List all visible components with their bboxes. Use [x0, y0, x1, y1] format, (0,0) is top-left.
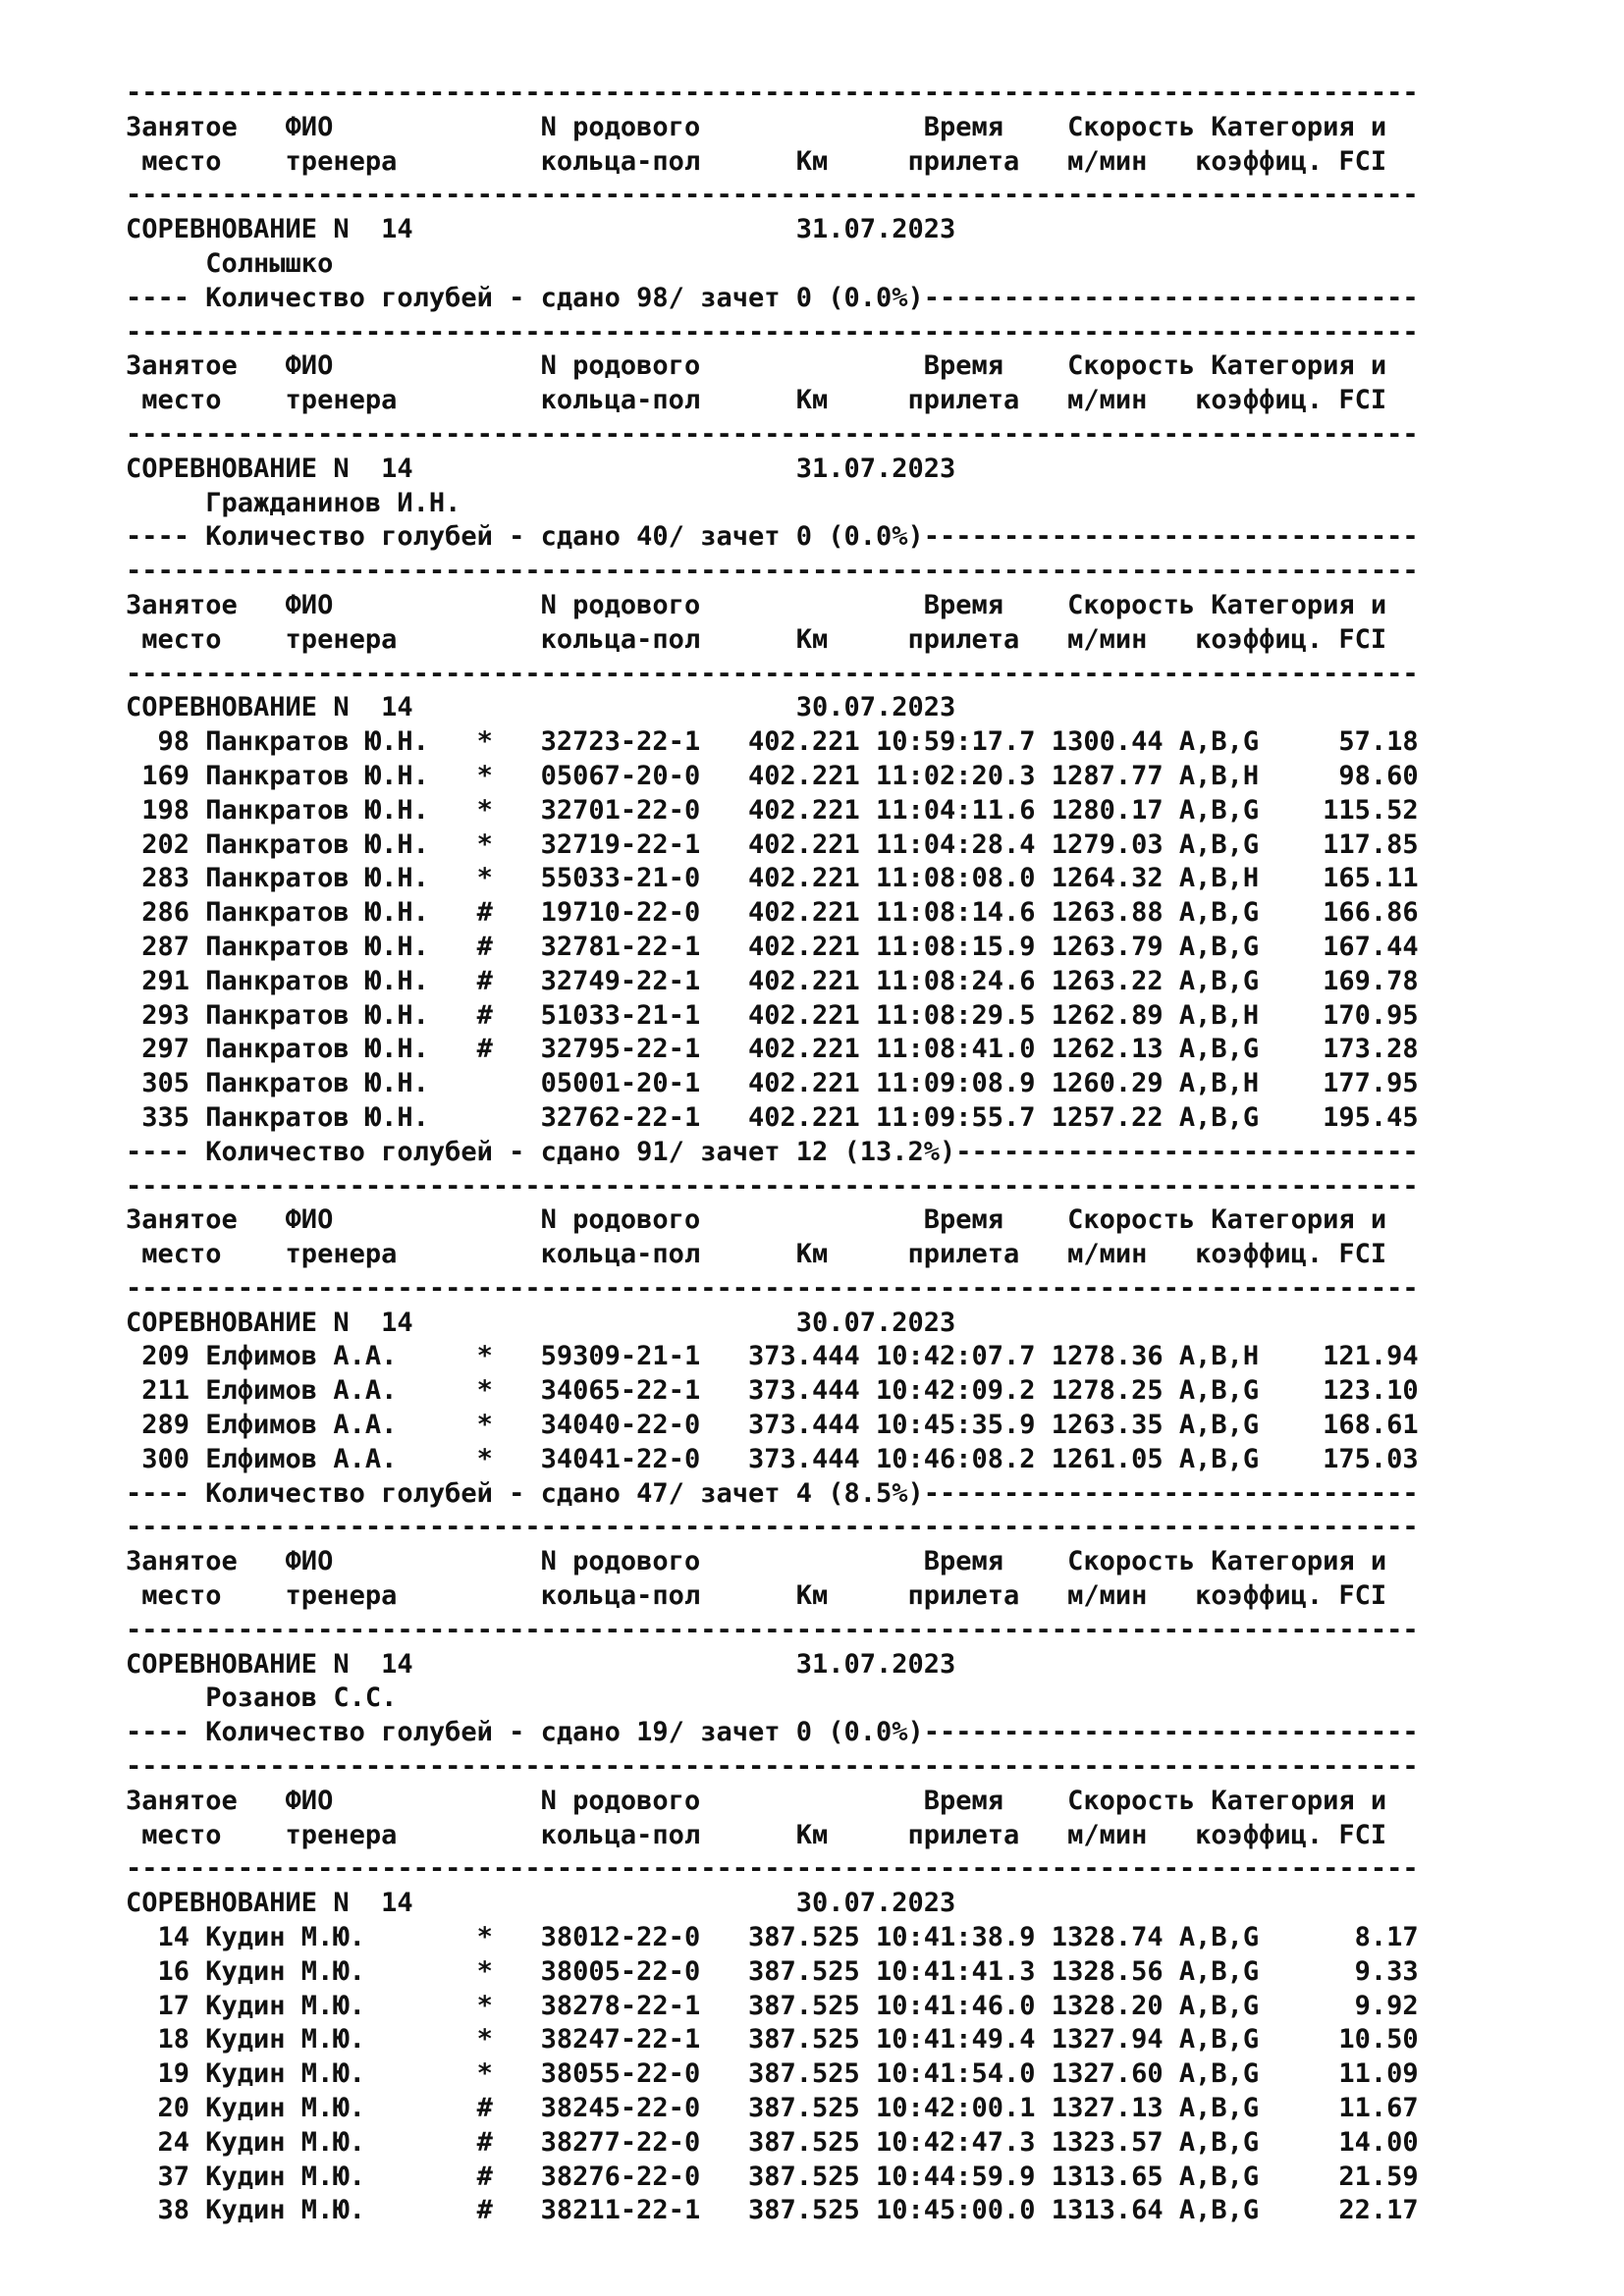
separator-line: ---------------------------------------------------------------------------------	[126, 556, 1419, 587]
section-name: Розанов С.С.	[126, 1682, 398, 1714]
separator-line: ---------------------------------------------------------------------------------	[126, 316, 1419, 347]
race-results-report	[126, 77, 1598, 2228]
column-header-row-1: Занятое ФИО N родового Время Скорость Категория и	[126, 111, 1387, 142]
competition-title: СОРЕВНОВАНИЕ N 14 30.07.2023	[126, 1888, 956, 1919]
result-row: 98 Панкратов Ю.Н. * 32723-22-1 402.221 10:59:17.7 1300.44 A,B,G 57.18	[126, 726, 1419, 758]
result-row: 24 Кудин М.Ю. # 38277-22-0 387.525 10:42:47.3 1323.57 A,B,G 14.00	[126, 2126, 1419, 2158]
column-header-row-1: Занятое ФИО N родового Время Скорость Категория и	[126, 350, 1387, 382]
separator-line: ---------------------------------------------------------------------------------	[126, 1853, 1419, 1885]
result-row: 38 Кудин М.Ю. # 38211-22-1 387.525 10:45:00.0 1313.64 A,B,G 22.17	[126, 2195, 1419, 2226]
result-row: 16 Кудин М.Ю. * 38005-22-0 387.525 10:41:41.3 1328.56 A,B,G 9.33	[126, 1955, 1419, 1987]
result-row: 297 Панкратов Ю.Н. # 32795-22-1 402.221 11:08:41.0 1262.13 A,B,G 173.28	[126, 1034, 1419, 1065]
result-row: 20 Кудин М.Ю. # 38245-22-0 387.525 10:42:00.1 1327.13 A,B,G 11.67	[126, 2093, 1419, 2124]
result-row: 335 Панкратов Ю.Н. 32762-22-1 402.221 11:09:55.7 1257.22 A,B,G 195.45	[126, 1101, 1419, 1133]
column-header-row-2: место тренера кольца-пол Км прилета м/мин коэффиц. FCI	[126, 1239, 1387, 1270]
column-header-row-2: место тренера кольца-пол Км прилета м/мин коэффиц. FCI	[126, 1580, 1387, 1612]
result-row: 211 Елфимов А.А. * 34065-22-1 373.444 10:42:09.2 1278.25 A,B,G 123.10	[126, 1375, 1419, 1407]
separator-line: ---------------------------------------------------------------------------------	[126, 180, 1419, 211]
separator-line: ---------------------------------------------------------------------------------	[126, 1512, 1419, 1543]
result-row: 198 Панкратов Ю.Н. * 32701-22-0 402.221 11:04:11.6 1280.17 A,B,G 115.52	[126, 794, 1419, 826]
separator-line: ---------------------------------------------------------------------------------	[126, 658, 1419, 689]
competition-title: СОРЕВНОВАНИЕ N 14 30.07.2023	[126, 692, 956, 723]
section-name: Гражданинов И.Н.	[126, 487, 461, 518]
competition-title: СОРЕВНОВАНИЕ N 14 31.07.2023	[126, 453, 956, 484]
section-name: Солнышко	[126, 247, 334, 279]
result-row: 286 Панкратов Ю.Н. # 19710-22-0 402.221 11:08:14.6 1263.88 A,B,G 166.86	[126, 897, 1419, 929]
column-header-row-1: Занятое ФИО N родового Время Скорость Категория и	[126, 589, 1387, 620]
column-header-row-2: место тренера кольца-пол Км прилета м/мин коэффиц. FCI	[126, 385, 1387, 416]
result-row: 209 Елфимов А.А. * 59309-21-1 373.444 10:42:07.7 1278.36 A,B,H 121.94	[126, 1341, 1419, 1372]
column-header-row-2: место тренера кольца-пол Км прилета м/мин коэффиц. FCI	[126, 623, 1387, 655]
competition-title: СОРЕВНОВАНИЕ N 14 30.07.2023	[126, 1307, 956, 1338]
separator-line: ---------------------------------------------------------------------------------	[126, 418, 1419, 450]
summary-line: ---- Количество голубей - сдано 98/ зачет 0 (0.0%)-------------------------------	[126, 282, 1419, 313]
result-row: 202 Панкратов Ю.Н. * 32719-22-1 402.221 11:04:28.4 1279.03 A,B,G 117.85	[126, 828, 1419, 860]
column-header-row-2: место тренера кольца-пол Км прилета м/мин коэффиц. FCI	[126, 145, 1387, 177]
separator-line: ---------------------------------------------------------------------------------	[126, 1751, 1419, 1783]
result-row: 37 Кудин М.Ю. # 38276-22-0 387.525 10:44:59.9 1313.65 A,B,G 21.59	[126, 2161, 1419, 2192]
result-row: 300 Елфимов А.А. * 34041-22-0 373.444 10:46:08.2 1261.05 A,B,G 175.03	[126, 1443, 1419, 1474]
column-header-row-2: место тренера кольца-пол Км прилета м/мин коэффиц. FCI	[126, 1819, 1387, 1850]
column-header-row-1: Занятое ФИО N родового Время Скорость Категория и	[126, 1204, 1387, 1236]
summary-line: ---- Количество голубей - сдано 91/ зачет 12 (13.2%)-----------------------------	[126, 1136, 1419, 1167]
result-row: 18 Кудин М.Ю. * 38247-22-1 387.525 10:41:49.4 1327.94 A,B,G 10.50	[126, 2024, 1419, 2056]
summary-line: ---- Количество голубей - сдано 40/ зачет 0 (0.0%)-------------------------------	[126, 521, 1419, 553]
column-header-row-1: Занятое ФИО N родового Время Скорость Категория и	[126, 1546, 1387, 1577]
result-row: 293 Панкратов Ю.Н. # 51033-21-1 402.221 11:08:29.5 1262.89 A,B,H 170.95	[126, 999, 1419, 1031]
separator-line: ---------------------------------------------------------------------------------	[126, 1272, 1419, 1304]
result-row: 283 Панкратов Ю.Н. * 55033-21-0 402.221 11:08:08.0 1264.32 A,B,H 165.11	[126, 863, 1419, 894]
separator-line: ---------------------------------------------------------------------------------	[126, 1614, 1419, 1645]
summary-line: ---- Количество голубей - сдано 47/ зачет 4 (8.5%)-------------------------------	[126, 1477, 1419, 1509]
competition-title: СОРЕВНОВАНИЕ N 14 31.07.2023	[126, 1648, 956, 1680]
result-row: 287 Панкратов Ю.Н. # 32781-22-1 402.221 11:08:15.9 1263.79 A,B,G 167.44	[126, 931, 1419, 962]
result-row: 169 Панкратов Ю.Н. * 05067-20-0 402.221 11:02:20.3 1287.77 A,B,H 98.60	[126, 760, 1419, 791]
result-row: 14 Кудин М.Ю. * 38012-22-0 387.525 10:41:38.9 1328.74 A,B,G 8.17	[126, 1922, 1419, 1953]
competition-title: СОРЕВНОВАНИЕ N 14 31.07.2023	[126, 214, 956, 245]
column-header-row-1: Занятое ФИО N родового Время Скорость Категория и	[126, 1785, 1387, 1816]
separator-line: ---------------------------------------------------------------------------------	[126, 1170, 1419, 1201]
result-row: 289 Елфимов А.А. * 34040-22-0 373.444 10:45:35.9 1263.35 A,B,G 168.61	[126, 1410, 1419, 1441]
result-row: 291 Панкратов Ю.Н. # 32749-22-1 402.221 11:08:24.6 1263.22 A,B,G 169.78	[126, 965, 1419, 996]
result-row: 19 Кудин М.Ю. * 38055-22-0 387.525 10:41:54.0 1327.60 A,B,G 11.09	[126, 2058, 1419, 2090]
result-row: 305 Панкратов Ю.Н. 05001-20-1 402.221 11:09:08.9 1260.29 A,B,H 177.95	[126, 1068, 1419, 1099]
summary-line: ---- Количество голубей - сдано 19/ зачет 0 (0.0%)-------------------------------	[126, 1717, 1419, 1748]
separator-line: ---------------------------------------------------------------------------------	[126, 78, 1419, 108]
result-row: 17 Кудин М.Ю. * 38278-22-1 387.525 10:41:46.0 1328.20 A,B,G 9.92	[126, 1990, 1419, 2021]
